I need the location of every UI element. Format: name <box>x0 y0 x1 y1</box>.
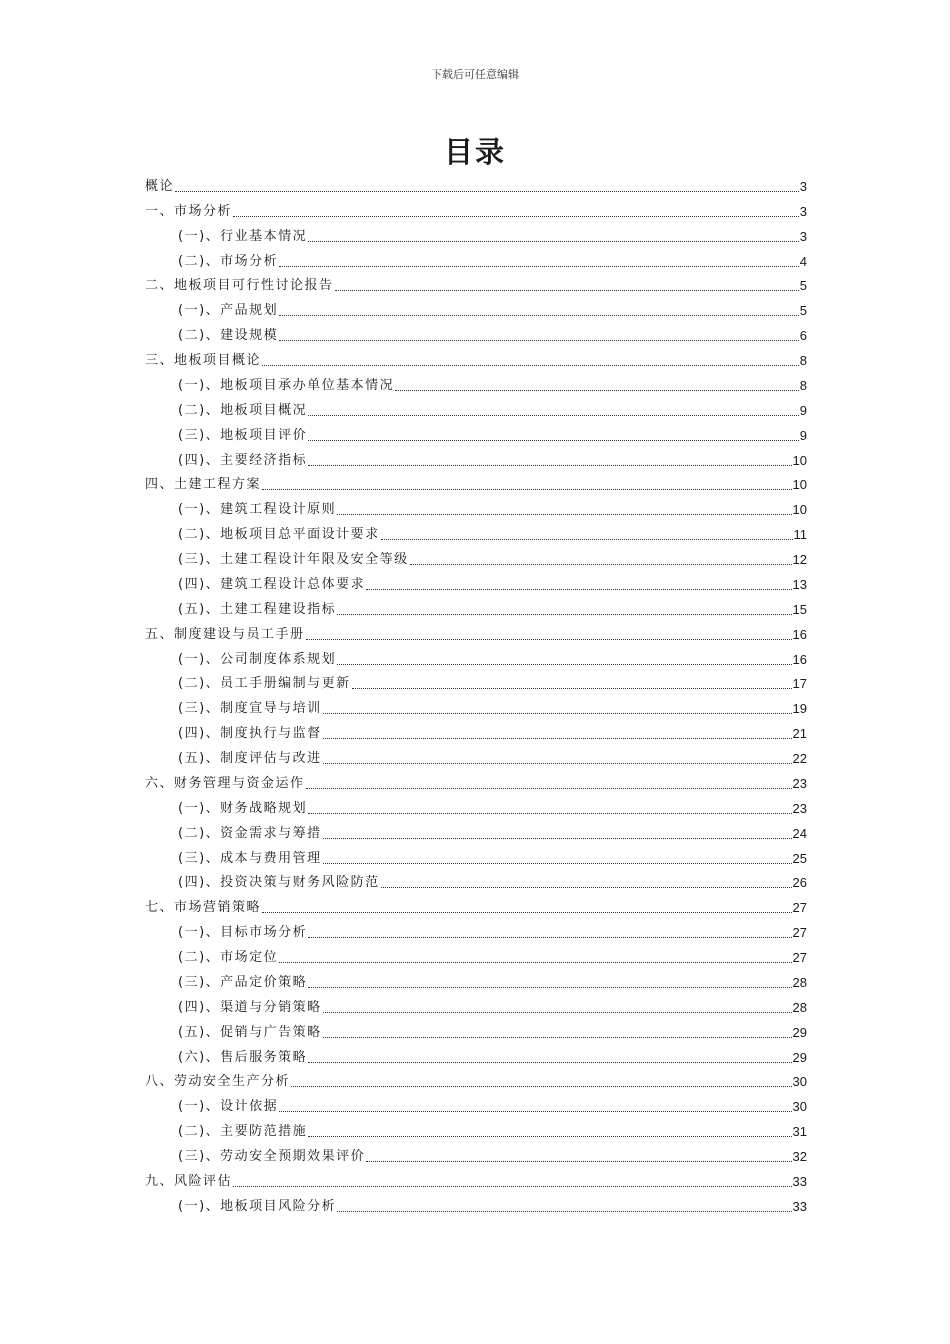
toc-entry-label: (二)、市场定位 <box>178 950 279 965</box>
toc-entry-page-number: 28 <box>792 974 807 990</box>
toc-entry-page-number: 10 <box>792 502 807 518</box>
toc-dot-leader <box>262 365 799 366</box>
toc-entry[interactable] <box>145 572 807 597</box>
toc-entry-label: (三)、成本与费用管理 <box>178 850 322 866</box>
toc-dot-leader <box>308 465 791 466</box>
toc-dot-leader <box>306 788 792 789</box>
toc-entry-page-number: 27 <box>792 925 807 941</box>
toc-entry-page-number: 3 <box>799 178 807 194</box>
toc-entry[interactable] <box>145 348 807 373</box>
toc-entry[interactable] <box>145 871 807 896</box>
toc-entry[interactable] <box>145 423 807 448</box>
toc-entry-page-number: 29 <box>792 1049 807 1065</box>
toc-dot-leader <box>323 863 792 864</box>
toc-dot-leader <box>308 241 799 242</box>
toc-entry-label: (二)、地板项目概况 <box>178 402 308 418</box>
toc-dot-leader <box>337 514 791 515</box>
toc-entry-label: 七、市场营销策略 <box>145 900 262 916</box>
toc-dot-leader <box>335 290 799 291</box>
toc-entry-label: (二)、员工手册编制与更新 <box>178 676 351 692</box>
toc-entry-page-number: 8 <box>799 353 807 368</box>
toc-entry[interactable] <box>145 224 807 249</box>
toc-dot-leader <box>366 589 791 590</box>
toc-entry-label: (三)、产品定价策略 <box>178 974 308 990</box>
toc-entry-label: (一)、目标市场分析 <box>178 925 308 941</box>
toc-entry[interactable] <box>145 398 807 423</box>
toc-entry[interactable] <box>145 497 807 522</box>
toc-entry-label: (二)、地板项目总平面设计要求 <box>178 527 380 543</box>
toc-entry[interactable] <box>145 1045 807 1070</box>
toc-entry[interactable] <box>145 846 807 871</box>
toc-entry-page-number: 13 <box>792 576 807 592</box>
toc-entry-page-number: 10 <box>792 477 807 493</box>
toc-dot-leader <box>175 191 799 192</box>
toc-entry[interactable] <box>145 746 807 771</box>
toc-entry-page-number: 30 <box>792 1099 807 1115</box>
toc-entry-label: 五、制度建设与员工手册 <box>145 626 305 642</box>
toc-entry-page-number: 16 <box>792 651 807 667</box>
toc-entry-page-number: 10 <box>792 452 807 468</box>
toc-entry-label: (三)、制度宣导与培训 <box>178 701 322 717</box>
toc-entry[interactable] <box>145 373 807 398</box>
toc-entry[interactable] <box>145 547 807 572</box>
toc-dot-leader <box>395 390 799 391</box>
toc-dot-leader <box>352 688 792 689</box>
toc-dot-leader <box>308 1136 791 1137</box>
toc-entry-label: 二、地板项目可行性讨论报告 <box>145 278 334 294</box>
toc-dot-leader <box>279 266 799 267</box>
toc-entry[interactable] <box>145 323 807 348</box>
toc-entry[interactable] <box>145 1144 807 1169</box>
toc-entry-page-number: 9 <box>799 427 807 443</box>
toc-entry[interactable] <box>145 298 807 323</box>
toc-entry[interactable] <box>145 274 807 299</box>
toc-dot-leader <box>381 539 793 540</box>
toc-entry[interactable] <box>145 920 807 945</box>
toc-entry[interactable] <box>145 1119 807 1144</box>
toc-dot-leader <box>291 1086 792 1087</box>
toc-entry[interactable] <box>145 199 807 224</box>
toc-entry[interactable] <box>145 647 807 672</box>
toc-dot-leader <box>308 937 791 938</box>
toc-entry-page-number: 32 <box>792 1149 807 1164</box>
toc-entry[interactable] <box>145 821 807 846</box>
toc-entry[interactable] <box>145 597 807 622</box>
toc-entry-label: 八、劳动安全生产分析 <box>145 1074 291 1090</box>
toc-entry-page-number: 4 <box>799 253 807 269</box>
toc-dot-leader <box>308 440 799 441</box>
toc-dot-leader <box>308 1062 791 1063</box>
toc-entry-label: 六、财务管理与资金运作 <box>145 775 305 791</box>
toc-entry[interactable] <box>145 721 807 746</box>
toc-entry[interactable] <box>145 771 807 796</box>
toc-entry-page-number: 26 <box>792 875 807 891</box>
toc-entry-label: 一、市场分析 <box>145 203 233 219</box>
toc-dot-leader <box>323 838 792 839</box>
toc-entry[interactable] <box>145 522 807 547</box>
toc-entry[interactable] <box>145 672 807 697</box>
toc-entry-label: (四)、制度执行与监督 <box>178 726 322 742</box>
toc-entry[interactable] <box>145 970 807 995</box>
toc-entry-page-number: 19 <box>792 701 807 717</box>
toc-entry[interactable] <box>145 249 807 274</box>
toc-entry-label: 概论 <box>145 178 175 194</box>
toc-entry[interactable] <box>145 796 807 821</box>
toc-entry[interactable] <box>145 995 807 1020</box>
toc-entry-page-number: 9 <box>799 402 807 418</box>
toc-entry[interactable] <box>145 473 807 498</box>
toc-dot-leader <box>279 315 799 316</box>
table-of-contents <box>145 174 807 1219</box>
toc-entry-label: 四、土建工程方案 <box>145 477 262 493</box>
toc-entry-label: (一)、财务战略规划 <box>178 800 308 816</box>
toc-entry-label: 三、地板项目概论 <box>145 353 262 368</box>
toc-entry-label: (二)、资金需求与筹措 <box>178 825 322 841</box>
toc-dot-leader <box>306 639 792 640</box>
toc-dot-leader <box>308 415 799 416</box>
toc-entry-label: (三)、地板项目评价 <box>178 427 308 443</box>
toc-entry-label: (一)、公司制度体系规划 <box>178 651 337 667</box>
toc-entry[interactable] <box>145 174 807 199</box>
toc-entry-label: (三)、劳动安全预期效果评价 <box>178 1149 366 1164</box>
toc-dot-leader <box>337 614 791 615</box>
toc-dot-leader <box>410 564 792 565</box>
toc-entry[interactable] <box>145 1194 807 1219</box>
toc-entry-page-number: 31 <box>792 1124 807 1140</box>
toc-entry[interactable] <box>145 622 807 647</box>
toc-dot-leader <box>279 1111 791 1112</box>
toc-entry-page-number: 5 <box>799 303 807 319</box>
toc-dot-leader <box>279 340 799 341</box>
toc-entry-page-number: 3 <box>799 203 807 219</box>
toc-dot-leader <box>337 664 791 665</box>
page-header-note: 下载后可任意编辑 <box>431 68 519 81</box>
toc-entry-page-number: 12 <box>792 552 807 567</box>
toc-entry-page-number: 6 <box>799 328 807 344</box>
toc-entry-page-number: 28 <box>792 999 807 1015</box>
toc-dot-leader <box>233 1186 792 1187</box>
toc-dot-leader <box>381 887 792 888</box>
toc-entry-label: (六)、售后服务策略 <box>178 1049 308 1065</box>
toc-entry-label: (四)、投资决策与财务风险防范 <box>178 875 380 891</box>
toc-entry-page-number: 30 <box>792 1074 807 1090</box>
toc-entry-page-number: 17 <box>792 676 807 692</box>
toc-entry-page-number: 21 <box>792 726 807 742</box>
toc-dot-leader <box>308 987 791 988</box>
toc-entry-label: 九、风险评估 <box>145 1173 233 1189</box>
toc-entry-label: (二)、主要防范措施 <box>178 1124 308 1140</box>
toc-dot-leader <box>337 1211 791 1212</box>
toc-entry-label: (一)、地板项目承办单位基本情况 <box>178 377 395 393</box>
toc-title: 目录 <box>443 135 506 169</box>
toc-entry-page-number: 15 <box>792 601 807 617</box>
toc-dot-leader <box>323 1037 792 1038</box>
toc-entry-label: (四)、建筑工程设计总体要求 <box>178 576 366 592</box>
toc-dot-leader <box>233 216 799 217</box>
toc-entry-label: (四)、主要经济指标 <box>178 452 308 468</box>
toc-entry-label: (一)、建筑工程设计原则 <box>178 502 337 518</box>
toc-entry-page-number: 3 <box>799 228 807 244</box>
toc-entry[interactable] <box>145 1020 807 1045</box>
toc-entry-label: (一)、产品规划 <box>178 303 279 319</box>
toc-entry-page-number: 8 <box>799 377 807 393</box>
toc-dot-leader <box>262 489 792 490</box>
toc-dot-leader <box>323 738 792 739</box>
toc-dot-leader <box>323 1012 792 1013</box>
toc-entry-label: (一)、地板项目风险分析 <box>178 1198 337 1214</box>
toc-entry-label: (二)、市场分析 <box>178 253 279 269</box>
toc-entry-label: (二)、建设规模 <box>178 328 279 344</box>
toc-entry[interactable] <box>145 1070 807 1095</box>
toc-entry-page-number: 22 <box>792 751 807 766</box>
toc-entry-page-number: 33 <box>792 1173 807 1189</box>
toc-dot-leader <box>323 713 792 714</box>
toc-entry[interactable] <box>145 895 807 920</box>
toc-entry-label: (一)、设计依据 <box>178 1099 279 1115</box>
toc-entry[interactable] <box>145 448 807 473</box>
toc-dot-leader <box>308 813 791 814</box>
toc-entry-page-number: 23 <box>792 775 807 791</box>
toc-dot-leader <box>279 962 791 963</box>
toc-entry-page-number: 11 <box>793 527 807 543</box>
toc-entry-page-number: 27 <box>792 950 807 965</box>
toc-dot-leader <box>323 763 792 764</box>
toc-entry-label: (四)、渠道与分销策略 <box>178 999 322 1015</box>
toc-entry-page-number: 29 <box>792 1024 807 1040</box>
toc-entry-label: (五)、土建工程建设指标 <box>178 601 337 617</box>
toc-entry-label: (一)、行业基本情况 <box>178 228 308 244</box>
toc-entry-page-number: 16 <box>792 626 807 642</box>
toc-entry-label: (三)、土建工程设计年限及安全等级 <box>178 552 409 567</box>
toc-entry-page-number: 33 <box>792 1198 807 1214</box>
toc-entry-page-number: 23 <box>792 800 807 816</box>
toc-entry-page-number: 5 <box>799 278 807 294</box>
toc-entry-label: (五)、制度评估与改进 <box>178 751 322 766</box>
toc-entry[interactable] <box>145 696 807 721</box>
toc-entry[interactable] <box>145 1094 807 1119</box>
toc-entry-page-number: 27 <box>792 900 807 916</box>
toc-entry-page-number: 25 <box>792 850 807 866</box>
toc-dot-leader <box>262 912 792 913</box>
toc-entry-page-number: 24 <box>792 825 807 841</box>
toc-entry[interactable] <box>145 1169 807 1194</box>
toc-entry[interactable] <box>145 945 807 970</box>
toc-dot-leader <box>366 1161 791 1162</box>
toc-entry-label: (五)、促销与广告策略 <box>178 1024 322 1040</box>
